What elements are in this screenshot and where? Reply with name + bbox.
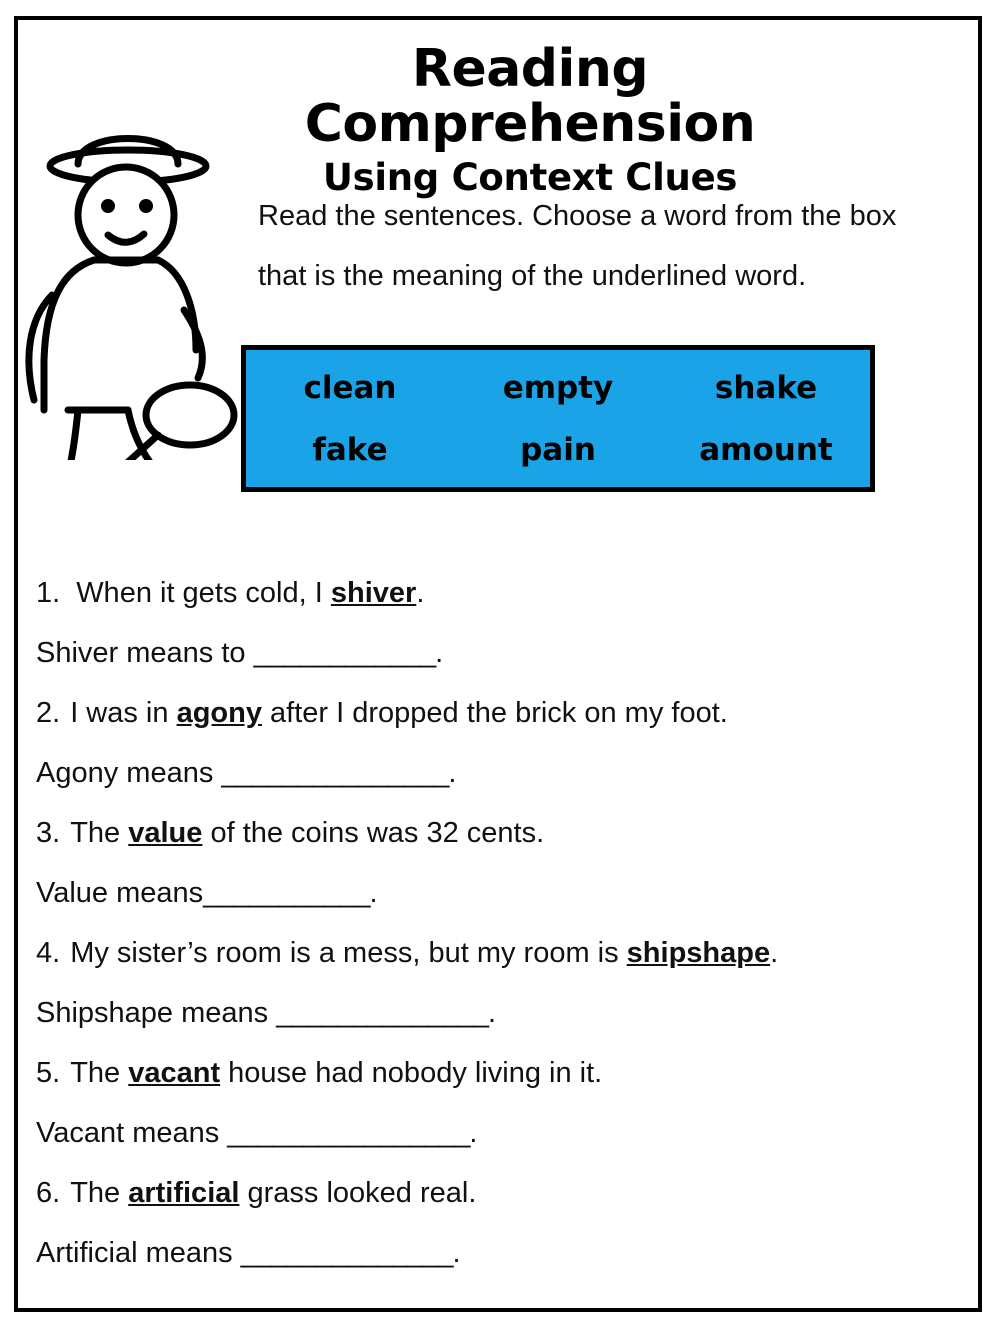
word-bank-word: amount — [699, 431, 833, 468]
questions-list — [36, 563, 936, 1283]
question-3 — [36, 803, 936, 863]
title-main: Reading Comprehension — [304, 39, 756, 154]
answer-prompt: Value means — [36, 877, 204, 909]
question-text-after: grass looked real. — [239, 1177, 477, 1209]
answer-line-6 — [36, 1223, 936, 1283]
question-text-before: The — [70, 817, 129, 849]
word-bank-word: empty — [502, 369, 614, 406]
answer-end: . — [469, 1117, 478, 1149]
answer-line-4 — [36, 983, 936, 1043]
question-keyword: shipshape — [626, 937, 771, 969]
answer-blank[interactable]: ______________ — [276, 997, 489, 1029]
question-text-after: house had nobody living in it. — [220, 1057, 603, 1089]
word-bank-word: clean — [303, 369, 397, 406]
word-bank-word: pain — [520, 431, 596, 468]
instructions-text: Read the sentences. Choose a word from the box that is the meaning of the underlined word. — [258, 200, 897, 292]
question-4 — [36, 923, 936, 983]
question-5 — [36, 1043, 936, 1103]
question-2 — [36, 683, 936, 743]
question-number: 1. — [36, 577, 61, 609]
answer-line-1 — [36, 623, 936, 683]
question-text-before: The — [70, 1057, 129, 1089]
question-text-after: . — [770, 937, 779, 969]
question-keyword: agony — [176, 697, 262, 729]
answer-blank[interactable]: _______________ — [221, 757, 449, 789]
answer-blank[interactable]: ______________ — [240, 1237, 453, 1269]
question-keyword: vacant — [128, 1057, 221, 1089]
question-number: 6. — [36, 1177, 61, 1209]
answer-blank[interactable]: ___________ — [203, 877, 370, 909]
question-text-after: of the coins was 32 cents. — [202, 817, 545, 849]
word-bank-row — [246, 419, 870, 481]
question-number: 2. — [36, 697, 61, 729]
question-text-before: I was in — [70, 697, 177, 729]
answer-end: . — [435, 637, 444, 669]
question-keyword: artificial — [128, 1177, 240, 1209]
word-bank — [241, 345, 875, 492]
question-text-before: When it gets cold, I — [76, 577, 331, 609]
question-number: 5. — [36, 1057, 61, 1089]
word-bank-word: shake — [714, 369, 818, 406]
question-keyword: value — [128, 817, 203, 849]
page-title — [180, 39, 880, 200]
answer-prompt: Shipshape means — [36, 997, 277, 1029]
answer-prompt: Agony means — [36, 757, 222, 789]
answer-line-3 — [36, 863, 936, 923]
word-bank-row — [246, 357, 870, 419]
question-number: 4. — [36, 937, 61, 969]
answer-end: . — [448, 757, 457, 789]
answer-blank[interactable]: ________________ — [227, 1117, 470, 1149]
answer-blank[interactable]: ____________ — [253, 637, 436, 669]
question-1 — [36, 563, 936, 623]
answer-line-2 — [36, 743, 936, 803]
answer-end: . — [452, 1237, 461, 1269]
question-keyword: shiver — [330, 577, 417, 609]
detective-icon — [8, 110, 258, 460]
question-text-before: The — [70, 1177, 129, 1209]
answer-prompt: Vacant means — [36, 1117, 228, 1149]
answer-prompt: Artificial means — [36, 1237, 241, 1269]
detective-clipart — [8, 110, 258, 460]
title-subtitle: Using Context Clues — [322, 156, 738, 200]
question-text-after: after I dropped the brick on my foot. — [261, 697, 728, 729]
question-number: 3. — [36, 817, 61, 849]
question-text-before: My sister’s room is a mess, but my room is — [70, 937, 627, 969]
question-text-after: . — [416, 577, 425, 609]
answer-prompt: Shiver means to — [36, 637, 254, 669]
word-bank-word: fake — [312, 431, 388, 468]
answer-end: . — [488, 997, 497, 1029]
question-6 — [36, 1163, 936, 1223]
answer-end: . — [369, 877, 378, 909]
answer-line-5 — [36, 1103, 936, 1163]
